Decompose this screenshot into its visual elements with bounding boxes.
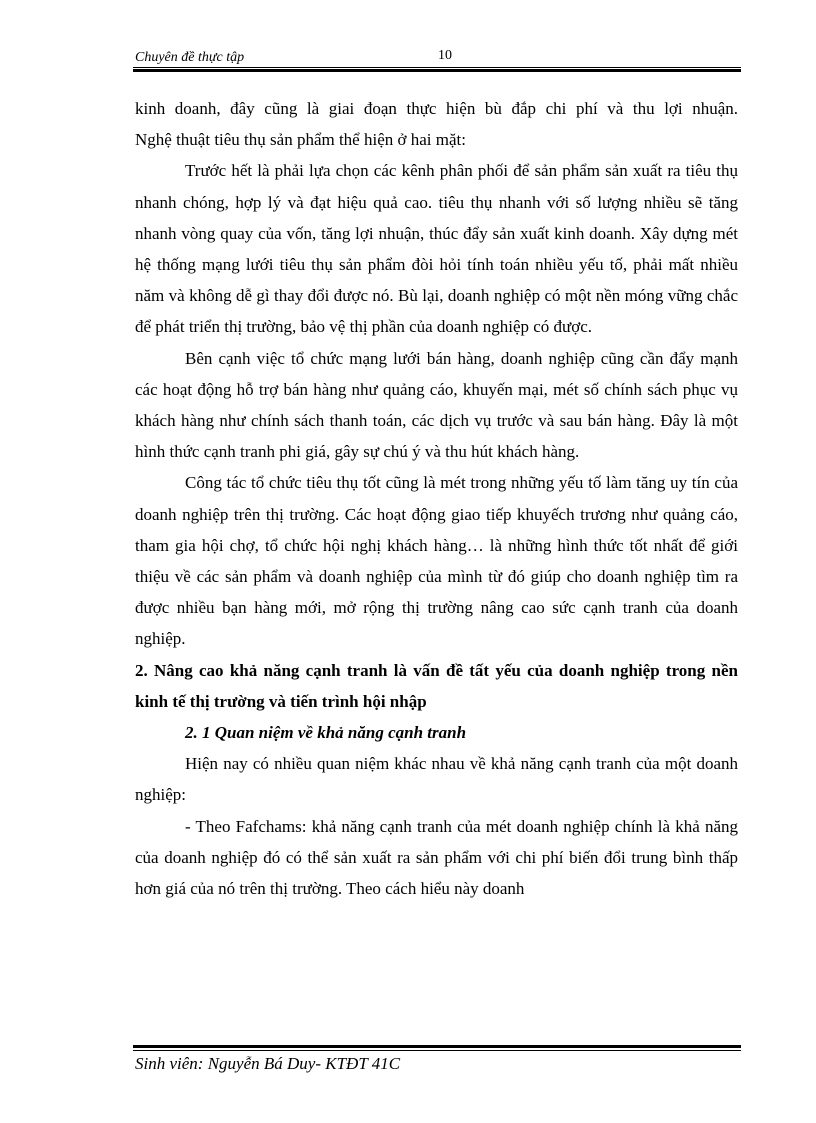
paragraph: Trước hết là phải lựa chọn các kênh phân phối để sản phẩm sản xuất ra tiêu thụ nhanh chóng, hợp lý và đạt hiệu quả cao. tiêu thụ nhanh với số lượng nhiều sẽ tăng nhanh vòng quay của vốn, tăng lợi nhuận, thúc đẩy sản xuất kinh doanh. Xây dựng mét hệ thống mạng lưới tiêu thụ sản phẩm đòi hỏi tính toán nhiều yếu tố, phải mất nhiều năm và không dễ gì thay đổi được nó. Bù lại, doanh nghiệp có một nền móng vững chắc để phát triển thị trường, bảo vệ thị phần của doanh nghiệp có được. bbox=[135, 161, 738, 337]
header-title: Chuyên đề thực tập bbox=[135, 50, 245, 65]
header-rule-thick bbox=[133, 69, 741, 72]
paragraph-continued bbox=[135, 93, 738, 155]
text-line: kinh doanh, đây cũng là giai đoạn thực hiện bù đắp chi phí và thu lợi nhuận. bbox=[135, 99, 738, 118]
section-heading: 2. Nâng cao khả năng cạnh tranh là vấn đề tất yếu của doanh nghiệp trong nền kinh tế thị trường và tiến trình hội nhập bbox=[135, 660, 738, 711]
subsection-heading: 2. 1 Quan niệm về khả năng cạnh tranh bbox=[185, 723, 467, 743]
text-line: Nghệ thuật tiêu thụ sản phẩm thể hiện ở hai mặt: bbox=[135, 130, 466, 150]
paragraph: Hiện nay có nhiều quan niệm khác nhau về khả năng cạnh tranh của một doanh nghiệp: bbox=[135, 754, 738, 805]
document-body bbox=[135, 93, 738, 904]
paragraph: - Theo Fafchams: khả năng cạnh tranh của mét doanh nghiệp chính là khả năng của doanh nghiệp đó có thể sản xuất ra sản phẩm với chi phí biến đổi trung bình thấp hơn giá của nó trên thị trường. Theo cách hiểu này doanh bbox=[135, 816, 738, 899]
paragraph: Bên cạnh việc tổ chức mạng lưới bán hàng, doanh nghiệp cũng cần đẩy mạnh các hoạt động hỗ trợ bán hàng như quảng cáo, khuyến mại, mét số chính sách phục vụ khách hàng như chính sách thanh toán, các dịch vụ trước và sau bán hàng. Đây là một hình thức cạnh tranh phi giá, gây sự chú ý và thu hút khách hàng. bbox=[135, 348, 738, 462]
header-rule-thin bbox=[133, 67, 741, 68]
footer-rule-thick bbox=[133, 1045, 741, 1048]
page-number: 10 bbox=[438, 48, 452, 63]
footer-author: Sinh viên: Nguyễn Bá Duy- KTĐT 41C bbox=[135, 1054, 401, 1073]
paragraph: Công tác tổ chức tiêu thụ tốt cũng là mét trong những yếu tố làm tăng uy tín của doanh nghiệp trên thị trường. Các hoạt động giao tiếp khuyếch trương như quảng cáo, tham gia hội chợ, tổ chức hội nghị khách hàng… là những hình thức tốt nhất để giới thiệu về các sản phẩm và doanh nghiệp của mình từ đó giúp cho doanh nghiệp tìm ra được nhiều bạn hàng mới, mở rộng thị trường nâng cao sức cạnh tranh của doanh nghiệp. bbox=[135, 473, 738, 649]
footer-rule-thin bbox=[133, 1050, 741, 1051]
